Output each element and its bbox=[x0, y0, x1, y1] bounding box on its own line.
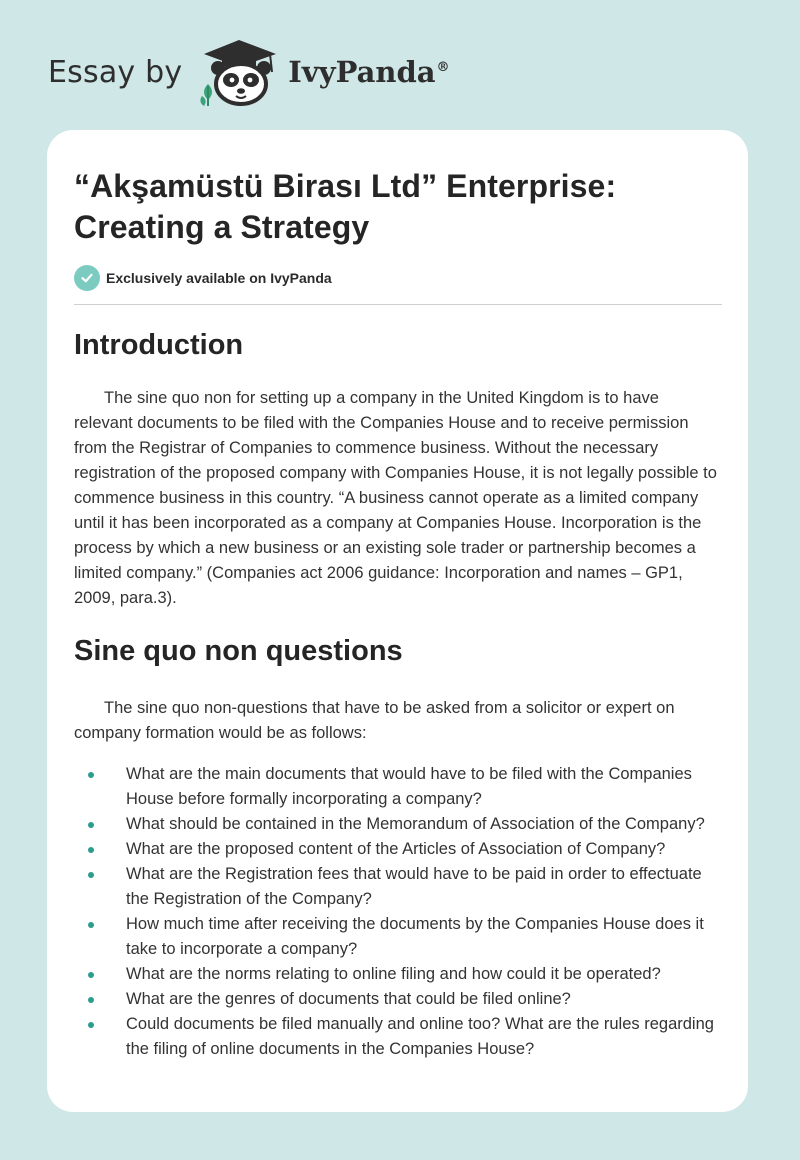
site-brand[interactable] bbox=[48, 36, 450, 108]
bullet-dot-icon bbox=[88, 847, 94, 853]
exclusive-label: Exclusively available on IvyPanda bbox=[106, 270, 332, 286]
list-item: What are the Registration fees that would have to be paid in order to effectuate the Registration of the Company? bbox=[74, 862, 722, 912]
list-item: How much time after receiving the documents by the Companies House does it take to incorporate a company? bbox=[74, 912, 722, 962]
list-item: What are the norms relating to online filing and how could it be operated? bbox=[74, 962, 722, 987]
bullet-dot-icon bbox=[88, 872, 94, 878]
title-line-1: “Akşamüstü Birası Ltd” Enterprise: bbox=[74, 168, 617, 204]
list-item: What should be contained in the Memorandum of Association of the Company? bbox=[74, 812, 722, 837]
page-title bbox=[74, 166, 722, 248]
registered-mark: ® bbox=[436, 60, 450, 76]
bullet-dot-icon bbox=[88, 922, 94, 928]
panda-logo-icon bbox=[196, 36, 282, 108]
section-heading: Sine quo non questions bbox=[74, 635, 403, 667]
section-introduction bbox=[74, 327, 722, 611]
exclusive-badge bbox=[74, 264, 722, 292]
essay-card bbox=[47, 130, 748, 1112]
bullet-dot-icon bbox=[88, 822, 94, 828]
bullet-dot-icon bbox=[88, 997, 94, 1003]
section-sine-quo-non bbox=[74, 633, 722, 1062]
section-paragraph: The sine quo non for setting up a company in the United Kingdom is to have relevant documents to be filed with the Companies House and to receive permission from the Registrar of Companies to commence business. Without the necessary registration of the proposed company with Companies House, it is not legally possible to commence business in this country. “A business cannot operate as a limited company until it has been incorporated as a company at Companies House. Incorporation is the process by which a new business or an existing sole trader or partnership becomes a limited company.” (Companies act 2006 guidance: Incorporation and names – GP1, 2009, para.3). bbox=[74, 389, 717, 607]
list-item: What are the genres of documents that could be filed online? bbox=[74, 987, 722, 1012]
title-line-2: Creating a Strategy bbox=[74, 209, 370, 245]
divider bbox=[74, 304, 722, 305]
list-item: Could documents be filed manually and online too? What are the rules regarding the filing of online documents in the Companies House? bbox=[74, 1012, 722, 1062]
check-icon bbox=[74, 265, 100, 291]
question-list bbox=[74, 762, 722, 1062]
section-paragraph: The sine quo non-questions that have to be asked from a solicitor or expert on company formation would be as follows: bbox=[74, 699, 675, 742]
bullet-dot-icon bbox=[88, 772, 94, 778]
brand-name: IvyPanda® bbox=[288, 55, 450, 89]
bullet-dot-icon bbox=[88, 1022, 94, 1028]
list-item: What are the main documents that would have to be filed with the Companies House before formally incorporating a company? bbox=[74, 762, 722, 812]
section-heading: Introduction bbox=[74, 329, 244, 361]
brand-prefix: Essay by bbox=[48, 54, 183, 90]
list-item: What are the proposed content of the Articles of Association of Company? bbox=[74, 837, 722, 862]
bullet-dot-icon bbox=[88, 972, 94, 978]
